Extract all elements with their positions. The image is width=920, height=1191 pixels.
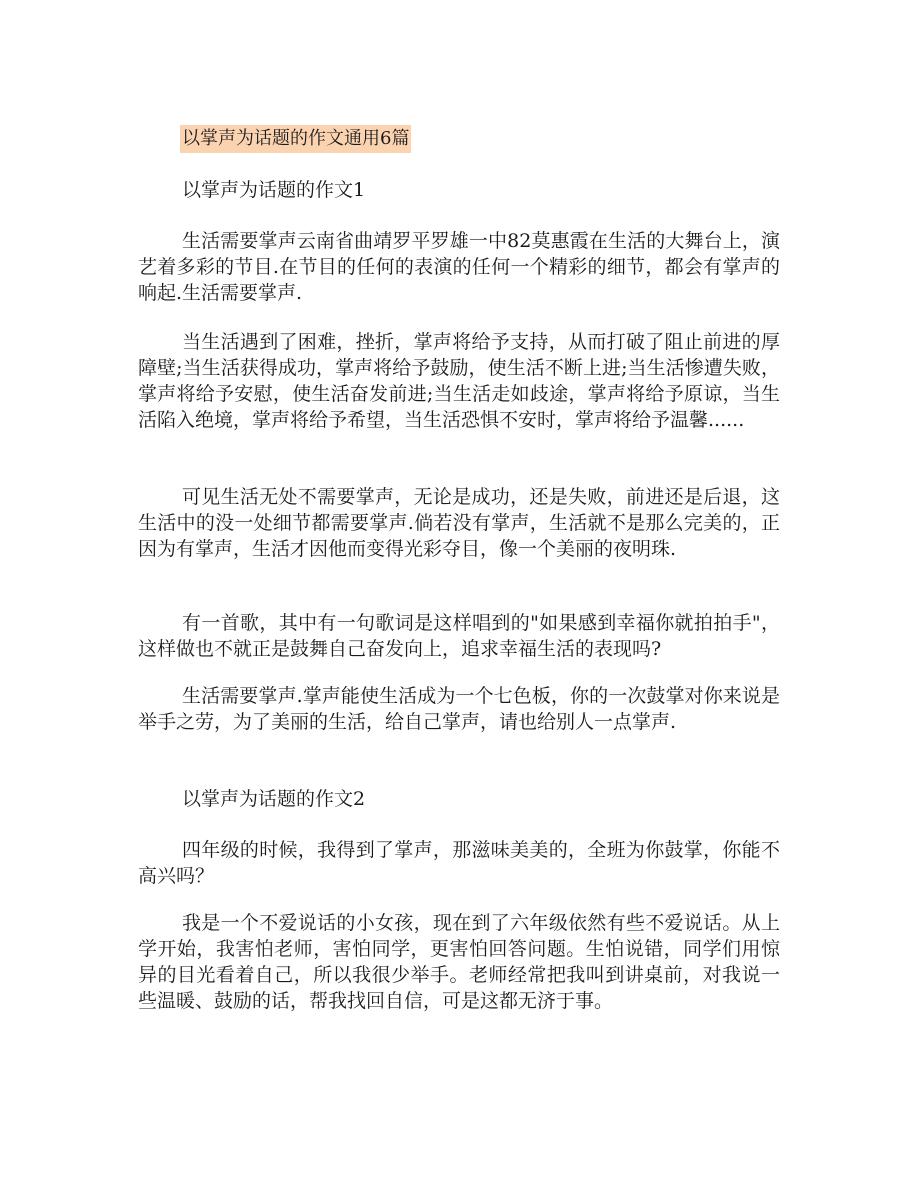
paragraph: 有一首歌，其中有一句歌词是这样唱到的"如果感到幸福你就拍拍手"，这样做也不就正是鼓舞自己奋发向上，追求幸福生活的表现吗? [138, 612, 780, 660]
paragraph: 当生活遇到了困难，挫折，掌声将给予支持，从而打破了阻止前进的厚障壁;当生活获得成功，掌声将给予鼓励，使生活不断上进;当生活惨遭失败，掌声将给予安慰，使生活奋发前进;当生活走如歧途，掌声将给予原谅，当生活陷入绝境，掌声将给予希望，当生活恐惧不安时，掌声将给予温馨...... [138, 331, 780, 431]
paragraph: 可见生活无处不需要掌声，无论是成功，还是失败，前进还是后退，这生活中的没一处细节都需要掌声.倘若没有掌声，生活就不是那么完美的，正因为有掌声，生活才因他而变得光彩夺目，像一个美丽的夜明珠. [138, 486, 780, 560]
section-heading-2: 以掌声为话题的作文2 [182, 788, 366, 810]
paragraph: 生活需要掌声.掌声能使生活成为一个七色板，你的一次鼓掌对你来说是举手之劳，为了美丽的生活，给自己掌声，请也给别人一点掌声. [138, 685, 780, 733]
paragraph: 四年级的时候，我得到了掌声，那滋味美美的，全班为你鼓掌，你能不高兴吗？ [138, 839, 780, 887]
paragraph: 生活需要掌声云南省曲靖罗平罗雄一中82莫惠霞在生活的大舞台上，演艺着多彩的节目.在节目的任何的表演的任何一个精彩的细节，都会有掌声的响起.生活需要掌声. [138, 230, 780, 304]
section-heading-1: 以掌声为话题的作文1 [182, 179, 366, 201]
paragraph: 我是一个不爱说话的小女孩，现在到了六年级依然有些不爱说话。从上学开始，我害怕老师，害怕同学，更害怕回答问题。生怕说错，同学们用惊异的目光看着自己，所以我很少举手。老师经常把我叫到讲桌前，对我说一些温暖、鼓励的话，帮我找回自信，可是这都无济于事。 [138, 912, 780, 1012]
document-title: 以掌声为话题的作文通用6篇 [180, 125, 411, 153]
